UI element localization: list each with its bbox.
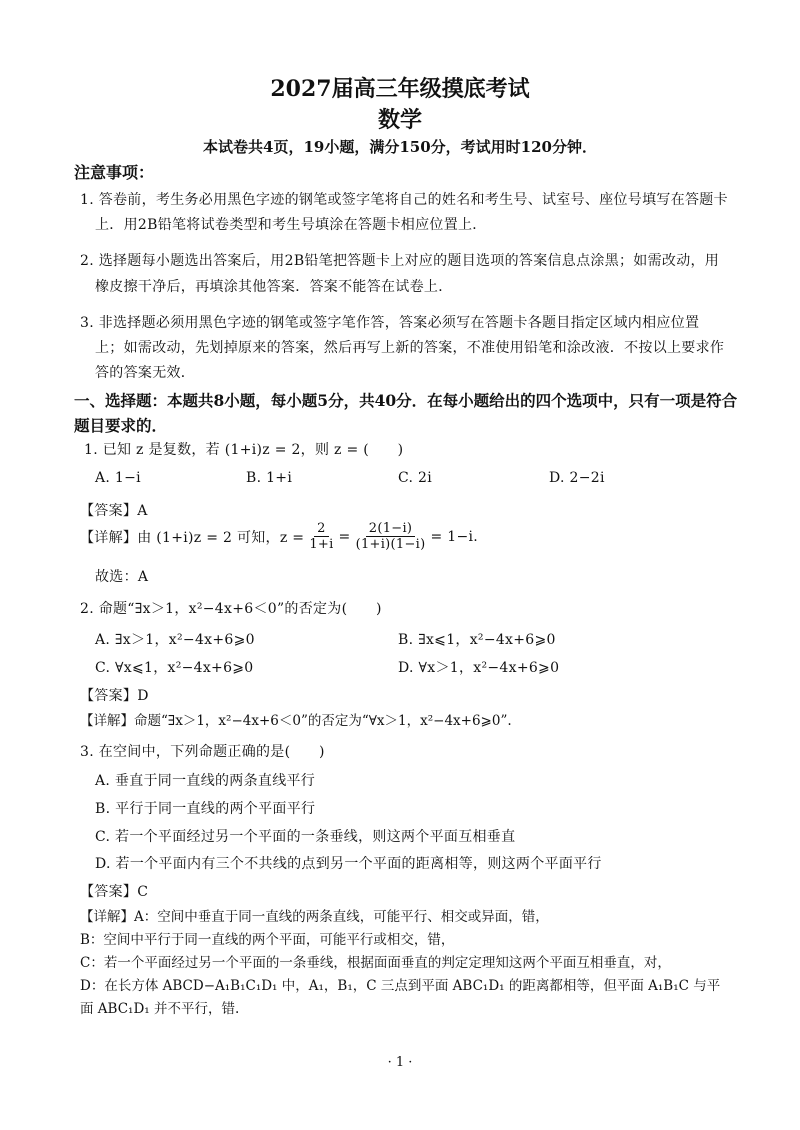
q1-option-b: B. 1+i xyxy=(246,470,293,486)
q2-option-d: D. ∀x＞1，x²−4x+6⩾0 xyxy=(398,660,560,676)
q1-fraction-2-denominator: (1+i)(1−i) xyxy=(355,537,426,552)
note-1-line-2: 上．用2B铅笔将试卷类型和考生号填涂在答题卡相应位置上． xyxy=(95,217,487,233)
q3-detail-3: C：若一个平面经过另一个平面的一条垂线，根据面面垂直的判定定理知这两个平面互相垂直，对， xyxy=(80,955,671,971)
q1-option-d: D. 2−2i xyxy=(549,470,605,486)
q3-option-d: D. 若一个平面内有三个不共线的点到另一个平面的距离相等，则这两个平面平行 xyxy=(95,856,602,872)
q1-fraction-1-denominator: 1+i xyxy=(309,537,334,552)
q1-detail-result: = 1−i. xyxy=(430,528,479,545)
q2-stem: 2. 命题“∃x＞1，x²−4x+6＜0”的否定为( ) xyxy=(80,601,382,617)
section-1-heading-line-2: 题目要求的． xyxy=(74,416,168,435)
q2-answer: 【答案】D xyxy=(80,688,149,704)
page-number: · 1 · xyxy=(387,1055,413,1070)
q1-fraction-2-numerator: 2(1−i) xyxy=(366,521,416,537)
notes-heading: 注意事项： xyxy=(74,163,155,182)
exam-info: 本试卷共4页，19小题，满分150分，考试用时120分钟． xyxy=(203,138,597,156)
note-2-line-2: 橡皮擦干净后，再填涂其他答案．答案不能答在试卷上． xyxy=(95,279,453,295)
q2-option-c: C. ∀x⩽1，x²−4x+6⩾0 xyxy=(95,660,254,676)
q2-option-a: A. ∃x＞1，x²−4x+6⩾0 xyxy=(95,632,255,648)
q1-option-a: A. 1−i xyxy=(95,470,141,486)
q1-equals: = xyxy=(338,528,351,545)
note-3-line-1: 3. 非选择题必须用黑色字迹的钢笔或签字笔作答，答案必须写在答题卡各题目指定区域内相应位置 xyxy=(80,315,700,331)
q3-detail-1: 【详解】A：空间中垂直于同一直线的两条直线，可能平行、相交或异面，错， xyxy=(80,909,549,925)
q2-option-b: B. ∃x⩽1，x²−4x+6⩾0 xyxy=(398,632,556,648)
q3-detail-5: 面 ABC₁D₁ 并不平行，错. xyxy=(80,1001,240,1017)
note-2-line-1: 2. 选择题每小题选出答案后，用2B铅笔把答题卡上对应的题目选项的答案信息点涂黑；如需改动，用 xyxy=(80,253,720,269)
q1-fraction-1 xyxy=(306,521,336,552)
q1-fraction-2 xyxy=(353,521,429,552)
q1-choose: 故选：A xyxy=(95,569,149,585)
note-1-line-1: 1. 答卷前，考生务必用黑色字迹的钢笔或签字笔将自己的姓名和考生号、试室号、座位号填写在答题卡 xyxy=(80,192,728,208)
q1-stem: 1. 已知 z 是复数，若 (1+i)z = 2，则 z = ( ) xyxy=(84,442,404,458)
q3-option-a: A. 垂直于同一直线的两条直线平行 xyxy=(95,773,316,789)
q1-fraction-1-numerator: 2 xyxy=(314,521,329,537)
q1-detail-prefix: 【详解】由 (1+i)z = 2 可知，z = xyxy=(80,529,305,546)
q2-detail: 【详解】命题“∃x＞1，x²−4x+6＜0”的否定为“∀x＞1，x²−4x+6⩾0”. xyxy=(80,713,512,729)
q3-detail-2: B：空间中平行于同一直线的两个平面，可能平行或相交，错， xyxy=(80,932,455,948)
q3-option-c: C. 若一个平面经过另一个平面的一条垂线，则这两个平面互相垂直 xyxy=(95,829,516,845)
q3-detail-4: D：在长方体 ABCD−A₁B₁C₁D₁ 中，A₁，B₁，C 三点到平面 ABC₁D₁ 的距离都相等，但平面 A₁B₁C 与平 xyxy=(80,978,721,994)
q3-stem: 3. 在空间中，下列命题正确的是( ) xyxy=(80,744,325,760)
q1-option-c: C. 2i xyxy=(398,470,432,486)
section-1-heading-line-1: 一、选择题：本题共8小题，每小题5分，共40分．在每小题给出的四个选项中，只有一项是符合 xyxy=(74,391,738,410)
q3-option-b: B. 平行于同一直线的两个平面平行 xyxy=(95,801,316,817)
q1-answer: 【答案】A xyxy=(80,503,148,519)
subject-title: 数学 xyxy=(377,107,422,133)
q3-answer: 【答案】C xyxy=(80,884,149,900)
exam-title: 2027届高三年级摸底考试 xyxy=(270,76,530,102)
note-3-line-2: 上；如需改动，先划掉原来的答案，然后再写上新的答案，不准使用铅笔和涂改液．不按以上要求作 xyxy=(95,340,725,356)
q1-detail xyxy=(80,521,478,552)
note-3-line-3: 答的答案无效． xyxy=(95,365,196,381)
